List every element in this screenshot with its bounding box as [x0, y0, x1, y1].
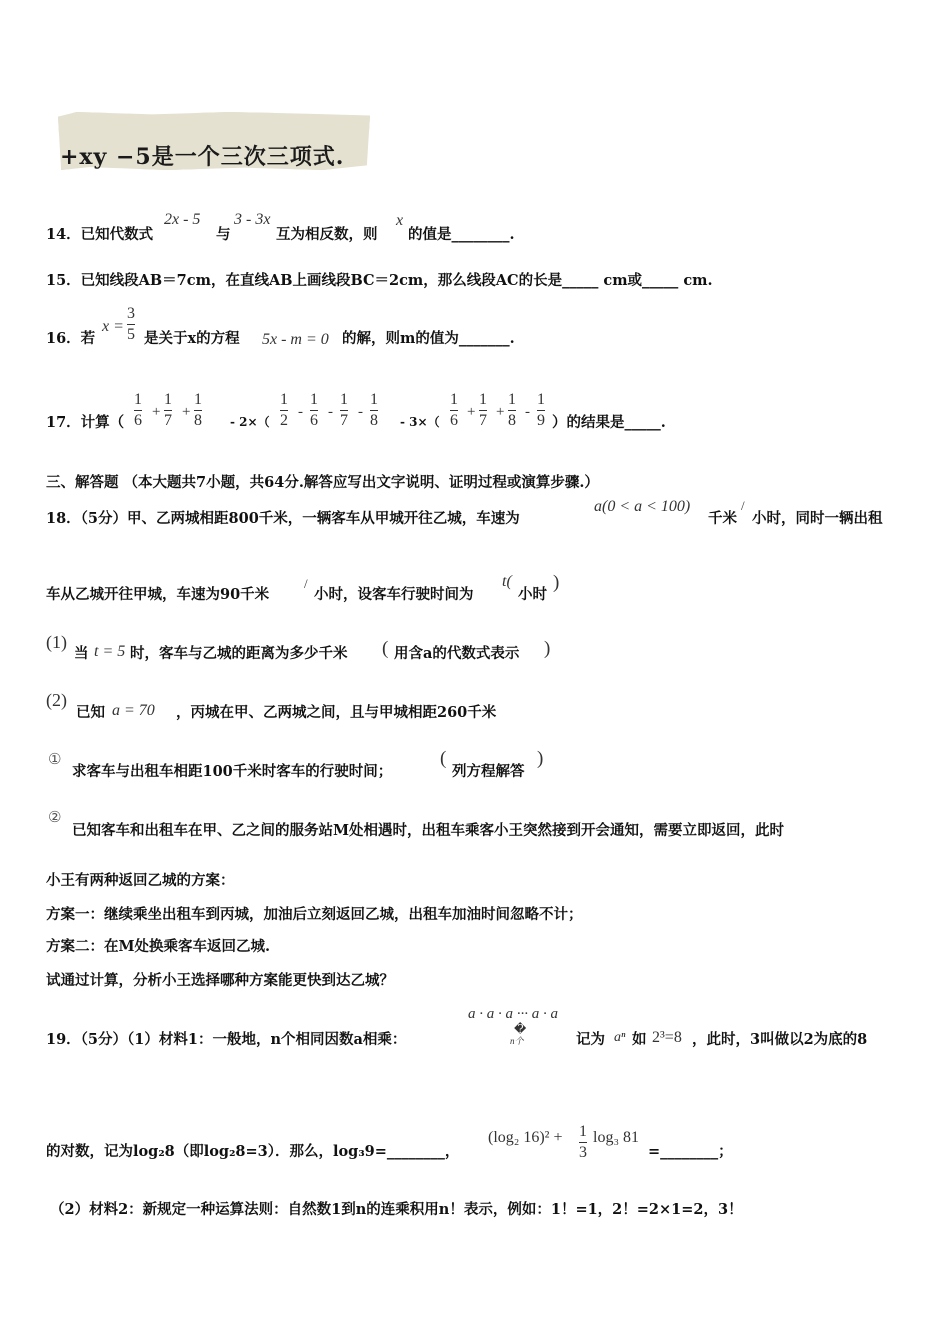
- q19-under: n个: [510, 1036, 524, 1046]
- q14-expr1: 2x - 5: [164, 211, 201, 228]
- q18-p2a: 已知: [76, 704, 105, 721]
- q17-g3-operator: -: [525, 404, 530, 420]
- q17-g2-fraction: [280, 392, 288, 429]
- q17-g2-numerator: 1: [340, 391, 348, 408]
- q16-label: 16．若: [46, 330, 96, 347]
- q19-an: aⁿ: [614, 1030, 626, 1045]
- q19-fnum: 1: [579, 1123, 587, 1140]
- q19-log: log₃ 81: [593, 1129, 640, 1146]
- q17-g2-fraction: [310, 392, 318, 429]
- q17-g3-denominator: 7: [479, 412, 487, 429]
- q18-p1c: 用含a的代数式表示: [394, 645, 520, 662]
- q17-g3-operator: +: [496, 404, 505, 420]
- q17-g2-operator: -: [328, 404, 333, 420]
- q17-g2-fraction: [340, 392, 348, 429]
- q14-var: x: [396, 212, 404, 229]
- q18-circle1: ①: [48, 750, 62, 768]
- q17-g3-denominator: 6: [450, 412, 458, 429]
- q16-eq: 5x - m = 0: [262, 331, 329, 348]
- q16-den: 5: [127, 326, 135, 343]
- q18-cond: a(0 < a < 100): [594, 498, 691, 515]
- q17-g3-numerator: 1: [537, 391, 545, 408]
- q17-g2-denominator: 2: [280, 412, 288, 429]
- q18-p1b: 时，客车与乙城的距离为多少千米: [130, 645, 348, 662]
- q17-g2-denominator: 8: [370, 412, 378, 429]
- q17-g1-numerator: 1: [194, 391, 202, 408]
- q17-g1-numerator: 1: [134, 391, 142, 408]
- q17-g1-numerator: 1: [164, 391, 172, 408]
- q19-ex: 2³=8: [652, 1029, 682, 1046]
- q18-rparen: ): [553, 572, 560, 593]
- q14-end: 的值是________.: [408, 226, 515, 243]
- q17-g3-numerator: 1: [479, 391, 487, 408]
- q18-line2b: 小时，设客车行驶时间为: [314, 586, 474, 603]
- q14-mid: 与: [216, 226, 231, 243]
- q18-p2eq: a = 70: [112, 702, 155, 719]
- q19-tail: ，此时，3叫做以2为底的8: [692, 1031, 868, 1048]
- q18-line6: 试通过计算，分析小王选择哪种方案能更快到达乙城？: [46, 972, 394, 989]
- q19-fden: 3: [579, 1144, 587, 1161]
- scanned-image-text: +xy −5是一个三次三项式.: [60, 144, 345, 170]
- q17-g2-operator: -: [358, 404, 363, 420]
- q17-op1: - 2×（: [230, 415, 270, 429]
- q18-line2c: 小时: [518, 586, 547, 603]
- q18-p1rp: ): [544, 638, 551, 659]
- q18-c1b: 列方程解答: [452, 763, 525, 780]
- q18-line1a: 18．（5分）甲、乙两城相距800千米，一辆客车从甲城开往乙城，车速为: [46, 510, 520, 527]
- q19-line2b: =________；: [648, 1143, 733, 1160]
- q17-label: 17．计算（: [46, 414, 125, 431]
- q18-p1-num: (1): [46, 632, 67, 652]
- q18-slash2: /: [304, 576, 308, 591]
- q17-g1-fraction: [134, 392, 142, 429]
- q19-line3: （2）材料2：新规定一种运算法则：自然数1到n的连乘积用n！表示，例如：1！=1，2！=2×1=2，3！: [50, 1201, 743, 1218]
- q17-g3-fraction: [450, 392, 458, 429]
- q18-tvar: t(: [502, 573, 512, 590]
- q18-line1c: 小时，同时一辆出租: [752, 510, 883, 527]
- q17-g1-denominator: 8: [194, 412, 202, 429]
- q14-expr2: 3 - 3x: [234, 211, 271, 228]
- q19-brace: �: [514, 1022, 527, 1036]
- q17-g3-numerator: 1: [450, 391, 458, 408]
- q19-line2a: 的对数，记为log₂8（即log₂8=3）．那么，log₃9=________，: [46, 1143, 460, 1160]
- q17-g2-denominator: 6: [310, 412, 318, 429]
- q18-p1eq: t = 5: [94, 643, 126, 660]
- q17-g3-fraction: [508, 392, 516, 429]
- q15-text: 15．已知线段AB＝7cm，在直线AB上画线段BC＝2cm，那么线段AC的长是_____ cm或_____ cm.: [46, 272, 713, 289]
- q18-c1lp: (: [440, 748, 447, 769]
- q17-tail: ）的结果是_____.: [552, 414, 666, 431]
- q17-g2-numerator: 1: [310, 391, 318, 408]
- q19-fraction: [579, 1124, 587, 1161]
- q17-g2-numerator: 1: [280, 391, 288, 408]
- q17-g1-operator: +: [182, 404, 191, 420]
- q17-g2-numerator: 1: [370, 391, 378, 408]
- q18-c1a: 求客车与出租车相距100千米时客车的行驶时间；: [72, 763, 393, 780]
- q18-slash: /: [741, 498, 745, 513]
- q17-g2-denominator: 7: [340, 412, 348, 429]
- q19-product: a · a · a ··· a · a: [468, 1006, 558, 1022]
- q18-circle2: ②: [48, 808, 62, 826]
- q18-line3: 小王有两种返回乙城的方案：: [46, 872, 235, 889]
- q17-g3-denominator: 8: [508, 412, 516, 429]
- q18-c1rp: ): [537, 748, 544, 769]
- q18-p2b: ，丙城在甲、乙两城之间，且与甲城相距260千米: [176, 704, 497, 721]
- q17-op2: - 3×（: [400, 415, 440, 429]
- section3-heading: 三、解答题 （本大题共7小题，共64分.解答应写出文字说明、证明过程或演算步骤.）: [46, 474, 599, 491]
- q19-label: 19．（5分）（1）材料1：一般地，n个相同因数a相乘：: [46, 1031, 407, 1048]
- q17-g1-operator: +: [152, 404, 161, 420]
- q16-mid: 是关于x的方程: [144, 330, 240, 347]
- q16-tail: 的解，则m的值为_______.: [342, 330, 515, 347]
- q17-g3-denominator: 9: [537, 412, 545, 429]
- q18-line1b: 千米: [708, 510, 737, 527]
- q18-line2a: 车从乙城开往甲城，车速为90千米: [46, 586, 270, 603]
- q16-lhs: x =: [102, 318, 124, 335]
- q17-g1-denominator: 6: [134, 412, 142, 429]
- q16-num: 3: [127, 305, 135, 322]
- q17-g3-fraction: [479, 392, 487, 429]
- q18-line5: 方案二：在M处换乘客车返回乙城.: [46, 938, 271, 955]
- q19-expr: (log₂ 16)² +: [488, 1129, 563, 1146]
- q17-g3-numerator: 1: [508, 391, 516, 408]
- q19-rec: 记为: [576, 1031, 605, 1048]
- q18-line4: 方案一：继续乘坐出租车到丙城，加油后立刻返回乙城，出租车加油时间忽略不计；: [46, 906, 583, 923]
- q17-g2-fraction: [370, 392, 378, 429]
- q16-fraction: [127, 306, 135, 343]
- q19-ru: 如: [632, 1031, 647, 1048]
- q18-p1a: 当: [74, 645, 89, 662]
- q17-g1-denominator: 7: [164, 412, 172, 429]
- q17-g3-operator: +: [467, 404, 476, 420]
- q18-p2-num: (2): [46, 690, 67, 710]
- q14-tail: 互为相反数，则: [276, 226, 378, 243]
- q17-g1-fraction: [194, 392, 202, 429]
- q18-c2a: 已知客车和出租车在甲、乙之间的服务站M处相遇时，出租车乘客小王突然接到开会通知，需要立即返回，此时: [72, 822, 785, 839]
- q17-g2-operator: -: [298, 404, 303, 420]
- q17-g1-fraction: [164, 392, 172, 429]
- q14-label: 14．已知代数式: [46, 226, 154, 243]
- q18-p1lp: (: [382, 638, 389, 659]
- q17-g3-fraction: [537, 392, 545, 429]
